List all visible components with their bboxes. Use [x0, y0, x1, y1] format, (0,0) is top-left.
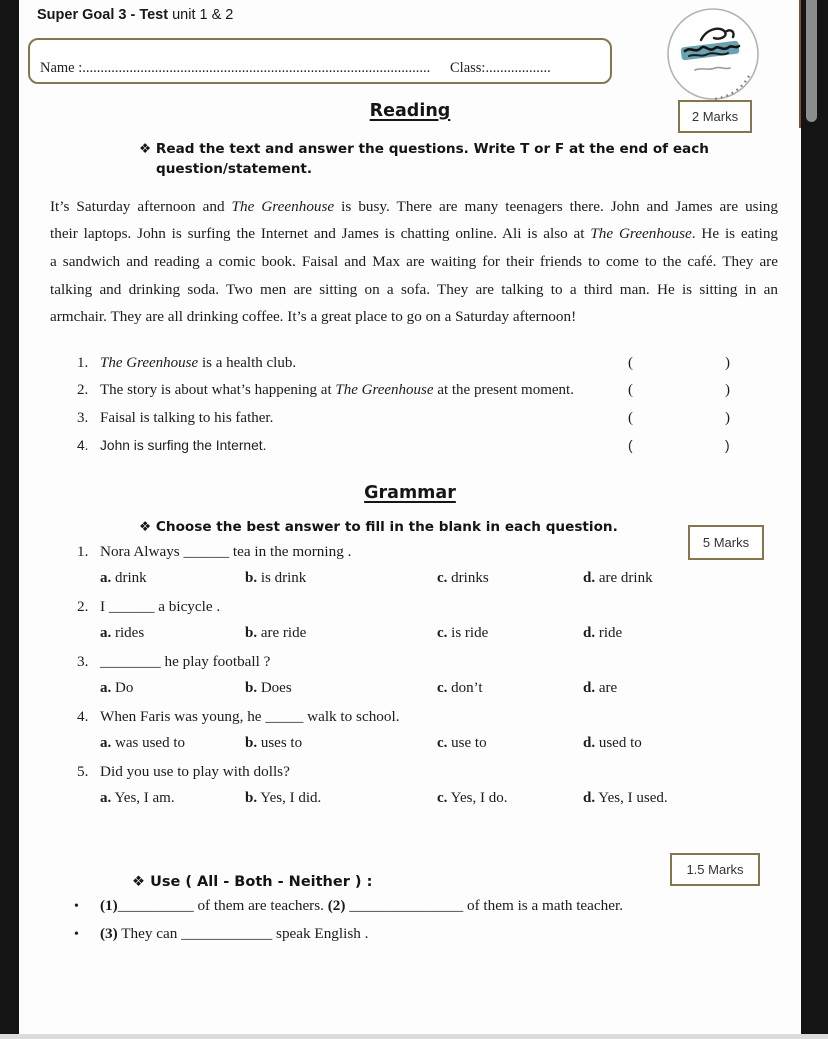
grammar-instruction: ❖ Choose the best answer to fill in the blank in each question.	[139, 519, 618, 535]
grammar-marks-badge: 5 Marks	[688, 525, 764, 560]
diamond-bullet-icon: ❖	[139, 519, 152, 535]
document-title-bold: Super Goal 3 - Test	[37, 7, 169, 23]
class-label: Class:	[450, 60, 486, 76]
option-a: a. rides	[100, 625, 145, 641]
option-d: d. used to	[583, 735, 642, 751]
reading-marks-badge: 2 Marks	[678, 100, 752, 133]
option-a: a. Yes, I am.	[100, 790, 175, 806]
grammar-options-4	[77, 735, 777, 757]
option-d: d. Yes, I used.	[583, 790, 668, 806]
reading-instruction-line1: ❖ Read the text and answer the questions. Write T or F at the end of each	[139, 141, 709, 157]
dot-bullet-icon: •	[74, 899, 79, 914]
grammar-options-5	[77, 790, 777, 812]
school-stamp-logo-icon	[661, 4, 765, 110]
name-dotted-line: ................................................................................................	[82, 60, 431, 76]
option-b: b. is drink	[245, 570, 307, 586]
diamond-bullet-icon: ❖	[139, 141, 152, 157]
class-field	[450, 60, 600, 77]
grammar-question-2: 2. I ______ a bicycle .	[77, 598, 221, 615]
reading-question-1: 1. The Greenhouse is a health club. ( )	[77, 355, 730, 371]
grammar-question-4: 4. When Faris was young, he _____ walk to school.	[77, 708, 400, 725]
horizontal-scrollbar-track[interactable]	[0, 1034, 828, 1039]
scrollbar-track	[801, 0, 828, 1039]
passage-line: a sandwich and reading a comic book. Faisal and Max are waiting for their friends to come to the café. They are	[50, 253, 778, 270]
answer-paren-close: )	[725, 382, 730, 398]
passage-line: armchair. They are all drinking coffee. It’s a great place to go on a Saturday afternoon!	[50, 308, 577, 325]
use-item-1: • (1)__________ of them are teachers. (2) _______________ of them is a math teacher.	[74, 897, 624, 914]
reading-instruction-line2: question/statement.	[156, 161, 313, 177]
option-b: b. Does	[245, 680, 292, 696]
option-d: d. are	[583, 680, 618, 696]
option-c: c. is ride	[437, 625, 489, 641]
answer-paren-open: (	[628, 382, 633, 398]
grammar-options-1	[77, 570, 777, 592]
reading-question-2: 2. The story is about what’s happening at The Greenhouse at the present moment. ( )	[77, 382, 730, 398]
page-edge-accent	[799, 0, 801, 128]
option-c: c. don’t	[437, 680, 483, 696]
option-a: a. Do	[100, 680, 134, 696]
option-a: a. was used to	[100, 735, 185, 751]
grammar-question-3: 3. ________ he play football ?	[77, 653, 271, 670]
grammar-section-heading: Grammar	[364, 483, 456, 503]
name-label: Name :	[40, 60, 83, 76]
grammar-question-5: 5. Did you use to play with dolls?	[77, 763, 290, 780]
reading-question-4: 4. John is surfing the Internet. ( )	[77, 438, 730, 453]
option-b: b. uses to	[245, 735, 303, 751]
option-c: c. Yes, I do.	[437, 790, 508, 806]
use-marks-badge: 1.5 Marks	[670, 853, 760, 886]
answer-paren-open: (	[628, 410, 633, 426]
use-item-2: • (3) They can ____________ speak English .	[74, 925, 369, 942]
grammar-options-2	[77, 625, 777, 647]
document-title	[37, 7, 233, 23]
vertical-scrollbar-thumb[interactable]	[806, 0, 817, 122]
name-class-box	[28, 38, 612, 84]
diamond-bullet-icon: ❖	[132, 874, 145, 890]
answer-paren-close: )	[725, 410, 730, 426]
option-b: b. Yes, I did.	[245, 790, 322, 806]
class-dotted-line: ..................	[485, 60, 551, 76]
test-paper-page	[19, 0, 801, 1039]
reading-question-3: 3. Faisal is talking to his father. ( )	[77, 410, 730, 426]
passage-line: their laptops. John is surfing the Internet and James is chatting online. Ali is also at The Greenhouse. He is eating	[50, 225, 779, 242]
answer-paren-close: )	[725, 438, 730, 453]
document-title-rest: unit 1 & 2	[168, 7, 234, 23]
answer-paren-open: (	[628, 438, 633, 453]
option-d: d. ride	[583, 625, 623, 641]
option-b: b. are ride	[245, 625, 307, 641]
reading-section-heading: Reading	[369, 101, 451, 121]
name-field	[40, 60, 450, 77]
passage-line: It’s Saturday afternoon and The Greenhouse is busy. There are many teenagers there. John and James are using	[50, 198, 778, 215]
option-a: a. drink	[100, 570, 147, 586]
grammar-options-3	[77, 680, 777, 702]
use-section-heading: ❖ Use ( All - Both - Neither ) :	[132, 874, 373, 890]
dot-bullet-icon: •	[74, 927, 79, 942]
passage-line: talking and drinking soda. Two men are sitting on a sofa. They are talking to a third man. He is sitting in an	[50, 281, 778, 298]
option-d: d. are drink	[583, 570, 653, 586]
answer-paren-open: (	[628, 355, 633, 371]
grammar-question-1: 1. Nora Always ______ tea in the morning .	[77, 543, 352, 560]
option-c: c. drinks	[437, 570, 489, 586]
option-c: c. use to	[437, 735, 487, 751]
answer-paren-close: )	[725, 355, 730, 371]
